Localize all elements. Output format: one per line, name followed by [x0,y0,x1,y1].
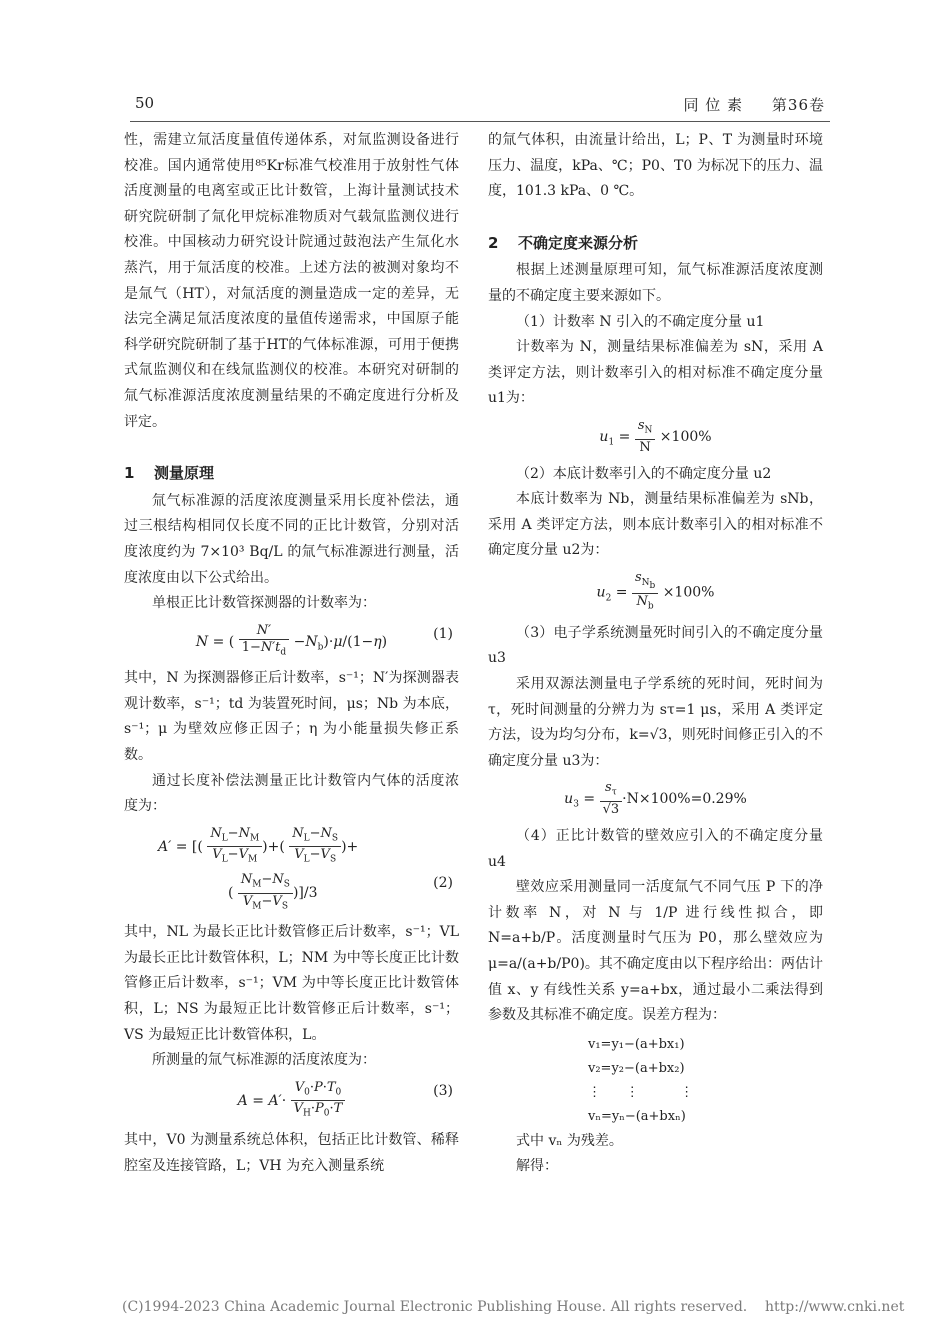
section-title: 不确定度来源分析 [518,233,639,252]
paragraph: 采用双源法测量电子学系统的死时间，死时间为 τ，死时间测量的分辨力为 sτ=1 μs，采用 A 类评定方法，设为均匀分布，k=√3，则死时间修正引入的不确定度分量 u3为： [488,676,823,769]
paragraph: 解得： [516,1158,558,1175]
residual-n: vₙ=yₙ−(a+bxₙ) [588,1108,686,1124]
paragraph: 计数率为 N，测量结果标准偏差为 sN，采用 A 类评定方法，则计数率引入的相对标准不确定度分量 u1为： [488,339,823,407]
equation-u1: $u_1$ = $\frac{s_N}{N}$ ×100% [599,417,712,455]
paragraph: 通过长度补偿法测量正比计数管内气体的活度浓度为： [124,772,459,815]
subsection-heading: （1）计数率 N 引入的不确定度分量 u1 [516,313,765,330]
residual-equations [588,1033,823,1129]
equation-1: N = ( $\frac{N'}{1-N't_d}$ $-N_b)\cdot\mu/(1-\eta)$ (1) [195,622,453,658]
header-rule [130,121,830,122]
paragraph: 所测量的氚气标准源的活度浓度为： [152,1052,376,1069]
paragraph: 的氚气体积，由流量计给出，L；P、T 为测量时环境压力、温度，kPa、℃；P0、T0 为标况下的压力、温度，101.3 kPa、0 ℃。 [488,132,823,200]
equation-number: (1) [433,625,453,642]
subsection-heading: （4）正比计数管的壁效应引入的不确定度分量 u4 [488,828,823,870]
paragraph: 根据上述测量原理可知，氚气标准源活度浓度测量的不确定度主要来源如下。 [488,262,823,304]
equation-number: (3) [433,1082,453,1099]
residual-dots: ⋮ ⋮ ⋮ [588,1084,694,1100]
running-header [684,94,825,115]
residual-2: v₂=y₂−(a+bx₂) [588,1060,685,1076]
paragraph: 氚气标准源的活度浓度测量采用长度补偿法，通过三根结构相同仅长度不同的正比计数管，分别对活度浓度约为 7×10³ Bq/L 的氚气标准源进行测量，活度浓度由以下公式给出。 [124,492,459,586]
section-title: 测量原理 [154,464,215,483]
equation-tail: ·N×100%=0.29% [622,791,747,808]
residual-1: v₁=y₁−(a+bx₁) [588,1036,685,1052]
paragraph: 壁效应采用测量同一活度氚气不同气压 P 下的净计数率 N，对 N 与 1/P 进行线性拟合，即 N=a+b/P。活度测量时气压为 P0，那么壁效应为 μ=a/(a+b/P0)。其不确定度由以下程序给出：两估计值 x、y 有线性关系 y=a+bx，通过最小二乘法得到参数及其标准不确定度。误差方程为： [488,879,823,1024]
section-number: 2 [488,233,499,252]
subsection-heading: （3）电子学系统测量死时间引入的不确定度分量 u3 [488,624,823,667]
equation-u3: $u_3$ = $\frac{s_\tau}{√3}$ ·N×100%=0.29% [564,780,747,818]
page-number: 50 [135,94,155,112]
section-2-heading [488,231,823,257]
copyright-footer: (C)1994-2023 China Academic Journal Electronic Publishing House. All rights reserved. http://www.cnki.net [122,1299,905,1315]
equation-3: A = A′· $\frac{V_0\cdot P\cdot T_0}{V_H\cdot P_0\cdot T}$ (3) [237,1079,453,1119]
volume-label: 第36卷 [771,96,825,114]
section-1-heading [124,461,459,487]
equation-u2: $u_2$ = $\frac{s_{N_b}}{N_b}$ ×100% [596,569,715,612]
section-number: 1 [124,464,135,483]
subsection-heading: （2）本底计数率引入的不确定度分量 u2 [516,465,772,482]
equation-number: (2) [433,874,453,891]
paragraph: 本底计数率为 Nb，测量结果标准偏差为 sNb，采用 A 类评定方法，则本底计数率引入的相对标准不确定度分量 u2为： [488,491,823,559]
right-column [488,128,823,1180]
paragraph: 式中 vₙ 为残差。 [516,1132,623,1149]
paragraph: 其中，V0 为测量系统总体积，包括正比计数管、稀释腔室及连接管路，L；VH 为充入测量系统 [124,1131,459,1174]
journal-name: 同 位 素 [683,96,744,114]
left-column [124,128,459,1179]
paragraph: 单根正比计数管探测器的计数率为： [152,595,376,612]
paragraph: 其中，N 为探测器修正后计数率，s⁻¹；N′为探测器表观计数率，s⁻¹；td 为装置死时间，μs；Nb 为本底，s⁻¹；μ 为壁效应修正因子；η 为小能量损失修正系数。 [124,670,459,764]
equation-2: A′ = [( $\frac{N_L-N_M}{V_L-V_M}$ )+( $\frac{N_L-N_S}{V_L-V_S}$ )+ ( $\frac{N_M-N_S}{V_M-V_S}$ )]/3 (2) [158,825,453,912]
intro-paragraph: 性，需建立氚活度量值传递体系，对氚监测设备进行校准。国内通常使用⁸⁵Kr标准气校准用于放射性气体活度测量的电离室或正比计数管，上海计量测试技术研究院研制了氚化甲烷标准物质对气载氚监测仪进行校准。中国核动力研究设计院通过鼓泡法产生氚化水蒸汽，用于氚活度的校准。上述方法的被测对象均不是氚气（HT），对氚活度的测量造成一定的差异，无法完全满足氚活度浓度的量值传递需求，中国原子能科学研究院研制了基于HT的气体标准源，可用于便携式氚监测仪和在线氚监测仪的校准。本研究对研制的氚气标准源活度浓度测量结果的不确定度进行分析及评定。 [124,132,459,430]
paragraph: 其中，NL 为最长正比计数管修正后计数率，s⁻¹；VL 为最长正比计数管体积，L；NM 为中等长度正比计数管修正后计数率，s⁻¹；VM 为中等长度正比计数管体积，L；NS 为最短正比计数管修正后计数率，s⁻¹；VS 为最短正比计数管体积，L。 [124,924,459,1043]
